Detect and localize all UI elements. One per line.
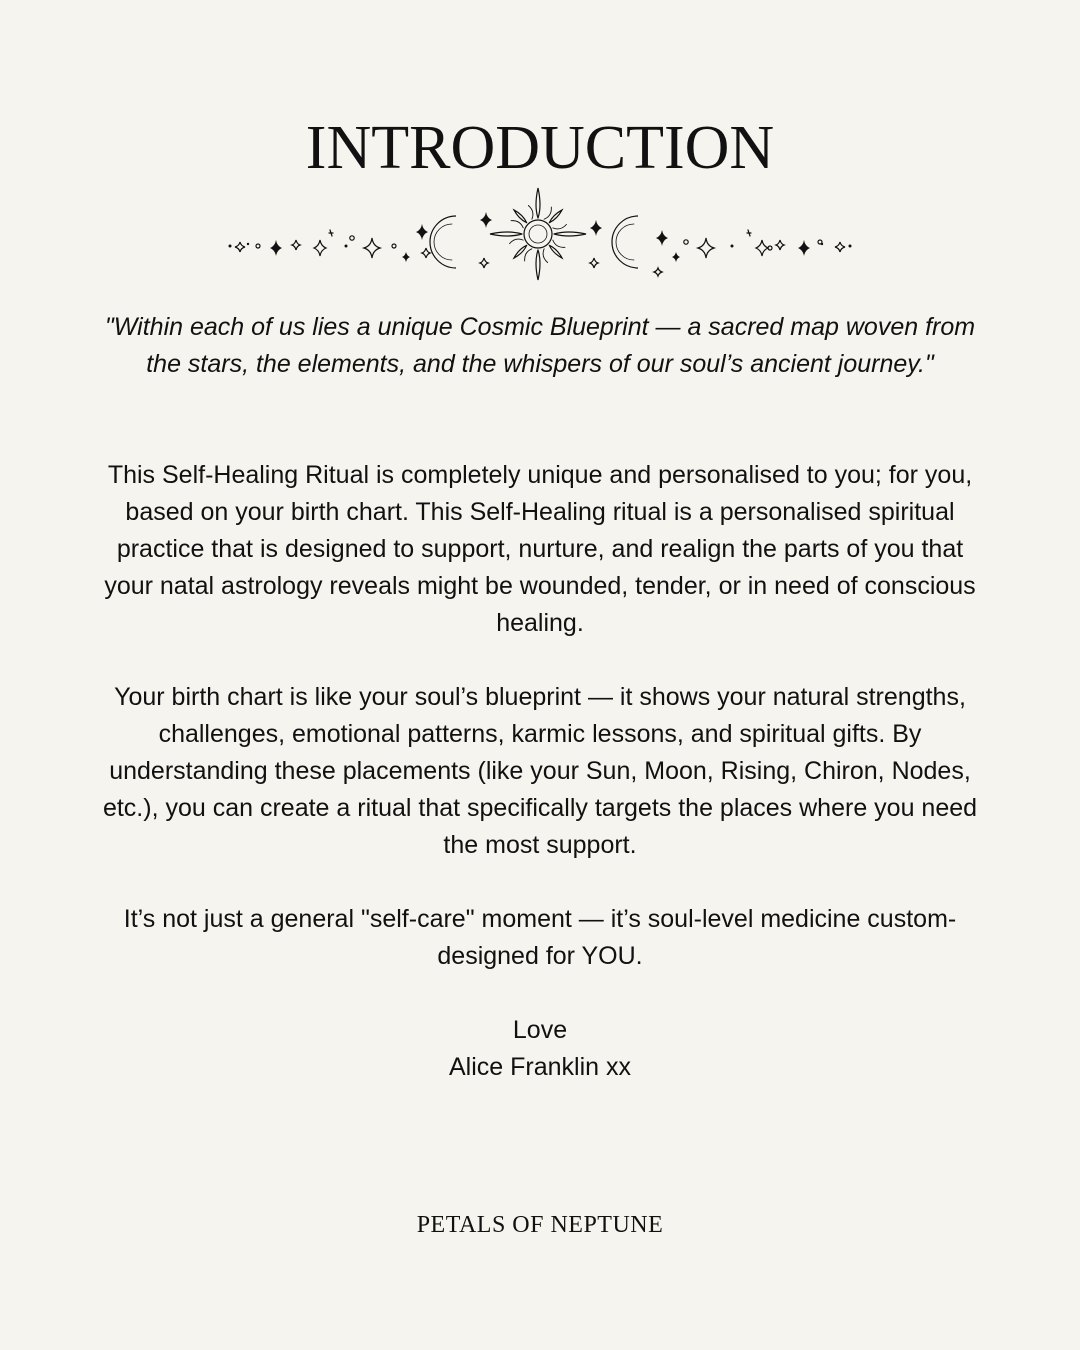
brand-footer: PETALS OF NEPTUNE	[416, 1212, 664, 1238]
paragraph-birth-chart: Your birth chart is like your soul’s blueprint — it shows your natural strengths, challenges, emotional patterns, karmic lessons, and spiritual gifts. By understanding these placements (like your Sun, Moon, Rising, Chiron, Nodes, etc.), you can create a ritual that specifically targets the places where you need the most support.	[102, 683, 978, 859]
paragraph-soul-medicine: It’s not just a general "self-care" moment — it’s soul-level medicine custom-designed for YOU.	[123, 905, 957, 970]
signoff	[0, 1012, 1080, 1086]
paragraph-ritual-description: This Self-Healing Ritual is completely unique and personalised to you; for you, based on your birth chart. This Self-Healing ritual is a personalised spiritual practice that is designed to support, nurture, and realign the parts of you that your natal astrology reveals might be wounded, tender, or in need of conscious healing.	[104, 461, 976, 637]
signoff-greeting: Love	[512, 1016, 568, 1044]
page-title: INTRODUCTION	[305, 114, 775, 182]
intro-quote: "Within each of us lies a unique Cosmic Blueprint — a sacred map woven from the stars, the elements, and the whispers of our soul’s ancient journey."	[104, 313, 976, 378]
celestial-divider-icon	[220, 184, 860, 284]
signoff-name: Alice Franklin xx	[449, 1053, 631, 1081]
